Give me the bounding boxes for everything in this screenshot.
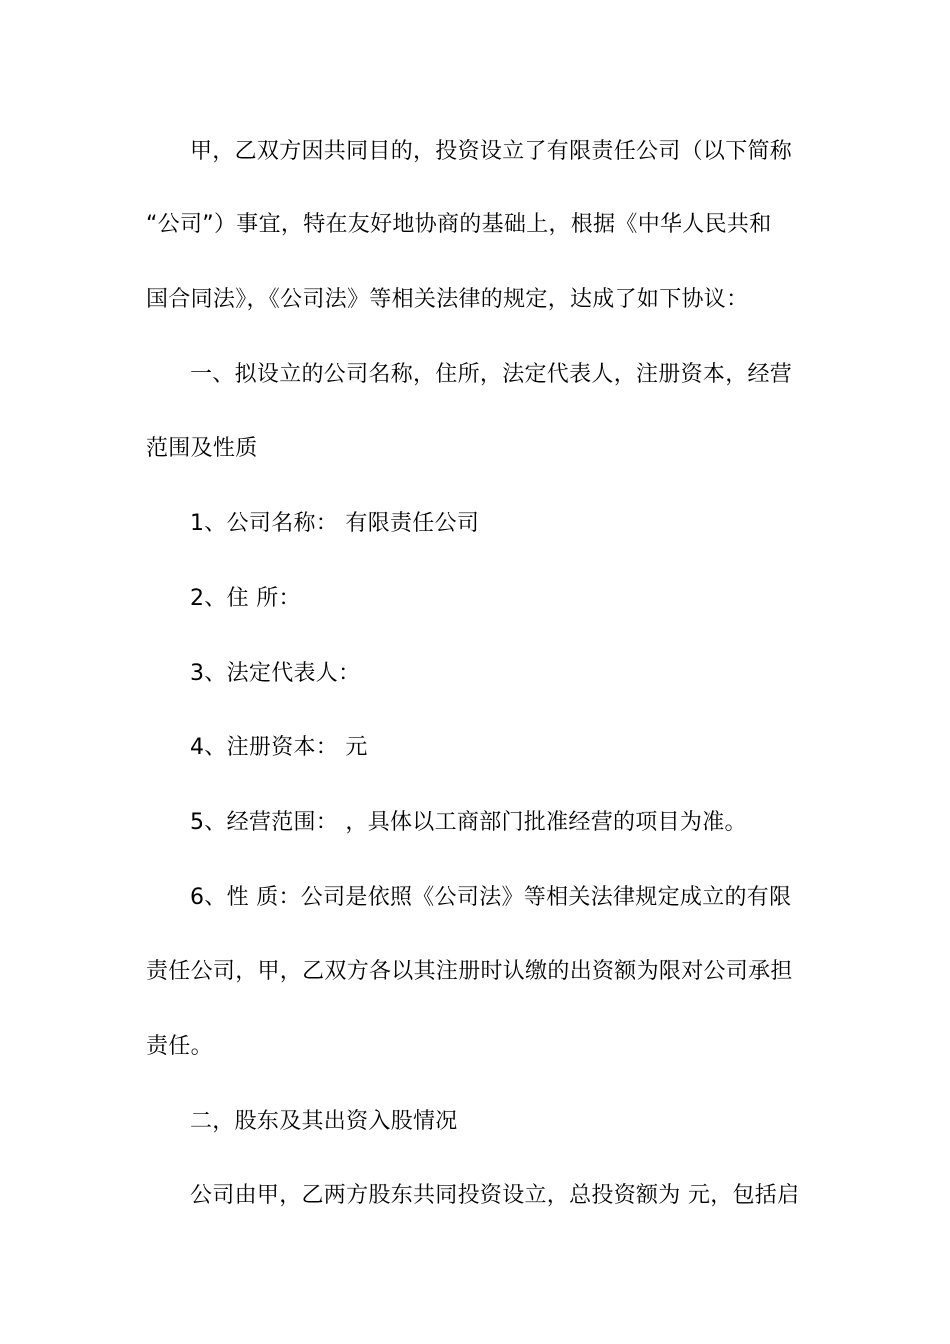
item-address: 2、住 所： [190, 586, 301, 611]
section-one-heading-line-2: 范围及性质 [146, 436, 258, 461]
section-two-heading: 二，股东及其出资入股情况 [190, 1109, 458, 1134]
section-one-heading-line-1: 一、拟设立的公司名称，住所，法定代表人，注册资本，经营 [190, 362, 793, 387]
item-business-scope: 5、经营范围： ，具体以工商部门批准经营的项目为准。 [190, 810, 747, 835]
item-nature-line-1: 6、性 质：公司是依照《公司法》等相关法律规定成立的有限 [190, 885, 792, 910]
item-company-name: 1、公司名称： 有限责任公司 [190, 511, 480, 536]
item-legal-representative: 3、法定代表人： [190, 661, 361, 686]
item-registered-capital: 4、注册资本： 元 [190, 735, 368, 760]
paragraph-intro-line-1: 甲，乙双方因共同目的，投资设立了有限责任公司（以下简称 [190, 139, 793, 164]
item-nature-line-3: 责任。 [146, 1034, 213, 1059]
paragraph-intro-line-3: 国合同法》，《公司法》等相关法律的规定，达成了如下协议： [146, 287, 749, 312]
paragraph-intro-line-2: “公司”）事宜，特在友好地协商的基础上，根据《中华人民共和 [146, 212, 772, 237]
section-two-paragraph-line-1: 公司由甲，乙两方股东共同投资设立，总投资额为 元，包括启 [190, 1183, 800, 1208]
item-nature-line-2: 责任公司，甲，乙双方各以其注册时认缴的出资额为限对公司承担 [146, 959, 793, 984]
